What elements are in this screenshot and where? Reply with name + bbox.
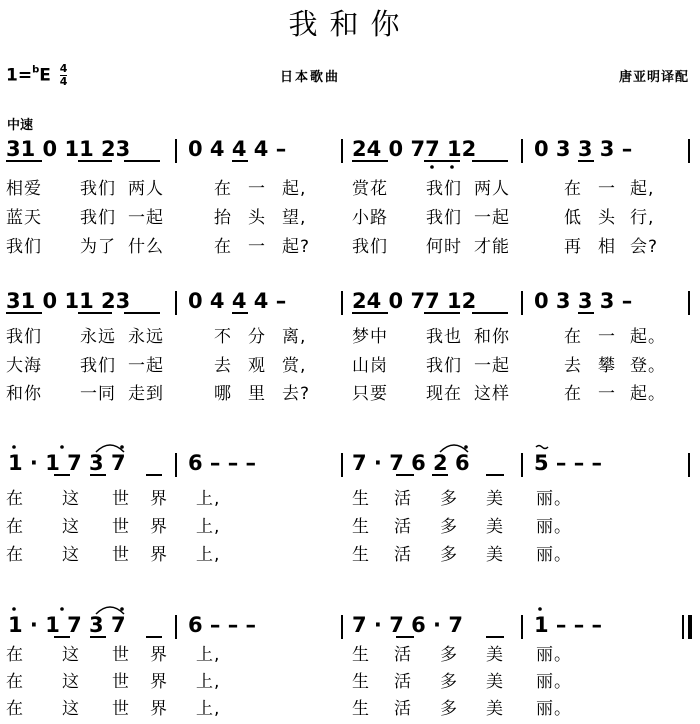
lyric-word: 丽。 — [536, 517, 572, 537]
lyric-word: 美 — [486, 699, 504, 719]
lyric-line-4-1 — [0, 640, 700, 666]
lyric-word: 在 — [214, 237, 232, 257]
barline — [521, 291, 523, 315]
lyric-word: 活 — [394, 645, 412, 665]
measure: 1 · 1 7 3 7 — [8, 613, 126, 637]
final-barline-thin — [682, 615, 684, 639]
lyric-word: 丽。 — [536, 672, 572, 692]
measure: 6 – – – — [188, 451, 257, 475]
lyric-word: 一同 — [80, 384, 116, 404]
lyric-word: 起。 — [630, 384, 666, 404]
lyric-word: 一起 — [128, 208, 164, 228]
lyric-word: 界 — [150, 489, 168, 509]
lyric-word: 现在 — [426, 384, 462, 404]
lyric-word: 一起 — [474, 208, 510, 228]
lyric-word: 两人 — [128, 179, 164, 199]
lyric-word: 世 — [112, 699, 130, 719]
lyric-word: 生 — [352, 699, 370, 719]
lyric-line-1-2 — [0, 203, 700, 229]
measure: 0 3 3 3 – — [534, 137, 633, 161]
lyric-word: 赏, — [282, 356, 307, 376]
lyric-word: 这 — [62, 699, 80, 719]
lyric-word: 美 — [486, 645, 504, 665]
lyric-line-2-2 — [0, 351, 700, 377]
measure: 31 0 11 23 — [6, 289, 131, 313]
lyric-word: 丽。 — [536, 645, 572, 665]
lyric-line-2-1 — [0, 322, 700, 348]
lyric-word: 离, — [282, 327, 307, 347]
lyric-word: 永远 — [80, 327, 116, 347]
lyric-word: 生 — [352, 545, 370, 565]
measure: 1 · 1 7 3 7 — [8, 451, 126, 475]
lyric-word: 低 — [564, 208, 582, 228]
lyric-word: 起, — [282, 179, 307, 199]
lyric-word: 我们 — [6, 237, 42, 257]
tempo-marking: 中速 — [7, 118, 34, 133]
barline — [688, 291, 690, 315]
lyric-word: 行, — [630, 208, 655, 228]
lyric-word: 小路 — [352, 208, 388, 228]
key-signature — [6, 64, 67, 87]
measure: 6 – – – — [188, 613, 257, 637]
measure: 7 · 7 6 2 6 — [352, 451, 470, 475]
lyric-word: 丽。 — [536, 699, 572, 719]
lyric-word: 界 — [150, 645, 168, 665]
lyric-word: 活 — [394, 489, 412, 509]
lyric-word: 我们 — [80, 179, 116, 199]
lyric-word: 何时 — [426, 237, 462, 257]
lyric-word: 这 — [62, 645, 80, 665]
lyric-word: 美 — [486, 672, 504, 692]
measure: 0 4 4 4 – — [188, 289, 287, 313]
lyric-word: 生 — [352, 489, 370, 509]
lyric-word: 丽。 — [536, 489, 572, 509]
lyric-word: 去? — [282, 384, 311, 404]
measure: 7 · 7 6 · 7 — [352, 613, 463, 637]
lyric-word: 起, — [630, 179, 655, 199]
lyric-word: 哪 — [214, 384, 232, 404]
barline — [341, 291, 343, 315]
measure: 31 0 11 23 — [6, 137, 131, 161]
measure: 24 0 77 12 — [352, 137, 477, 161]
lyric-word: 登。 — [630, 356, 666, 376]
lyric-word: 多 — [440, 545, 458, 565]
lyric-word: 攀 — [598, 356, 616, 376]
lyric-word: 上, — [196, 645, 221, 665]
time-signature-top: 4 — [59, 62, 68, 75]
measure: 0 4 4 4 – — [188, 137, 287, 161]
lyric-word: 梦中 — [352, 327, 388, 347]
measure: 0 3 3 3 – — [534, 289, 633, 313]
lyric-word: 这 — [62, 672, 80, 692]
lyric-word: 我们 — [426, 356, 462, 376]
time-signature — [60, 64, 68, 87]
lyric-word: 在 — [6, 699, 24, 719]
lyric-word: 美 — [486, 517, 504, 537]
lyric-word: 去 — [564, 356, 582, 376]
lyric-word: 在 — [214, 179, 232, 199]
lyric-word: 两人 — [474, 179, 510, 199]
lyric-word: 我也 — [426, 327, 462, 347]
lyric-word: 走到 — [128, 384, 164, 404]
lyric-word: 多 — [440, 517, 458, 537]
lyric-word: 在 — [564, 384, 582, 404]
barline — [341, 453, 343, 477]
notation-row-2 — [0, 286, 700, 326]
lyric-word: 这 — [62, 489, 80, 509]
lyric-word: 会? — [630, 237, 659, 257]
lyric-word: 我们 — [80, 356, 116, 376]
lyric-line-1-3 — [0, 232, 700, 258]
lyric-word: 在 — [6, 517, 24, 537]
lyric-word: 界 — [150, 517, 168, 537]
measure: 5 – – – — [534, 451, 603, 475]
lyric-word: 永远 — [128, 327, 164, 347]
lyric-word: 赏花 — [352, 179, 388, 199]
lyric-word: 起。 — [630, 327, 666, 347]
lyric-word: 这 — [62, 517, 80, 537]
lyric-word: 多 — [440, 489, 458, 509]
lyric-word: 丽。 — [536, 545, 572, 565]
lyric-word: 一 — [248, 237, 266, 257]
lyric-word: 一 — [598, 179, 616, 199]
barline — [341, 615, 343, 639]
lyric-word: 只要 — [352, 384, 388, 404]
lyric-word: 在 — [6, 645, 24, 665]
lyric-word: 在 — [6, 489, 24, 509]
lyric-word: 相 — [598, 237, 616, 257]
lyric-word: 我们 — [6, 327, 42, 347]
lyric-word: 在 — [6, 545, 24, 565]
arranger-credit: 唐亚明译配 — [618, 70, 689, 85]
key-prefix: 1= — [6, 65, 33, 86]
lyric-word: 世 — [112, 645, 130, 665]
measure: 1 – – – — [534, 613, 603, 637]
barline — [175, 291, 177, 315]
lyric-word: 观 — [248, 356, 266, 376]
lyric-word: 山岗 — [352, 356, 388, 376]
lyric-word: 去 — [214, 356, 232, 376]
lyric-word: 才能 — [474, 237, 510, 257]
lyric-word: 多 — [440, 672, 458, 692]
lyric-line-3-2 — [0, 512, 700, 538]
lyric-word: 世 — [112, 489, 130, 509]
time-signature-bottom: 4 — [59, 75, 68, 88]
lyric-word: 起? — [282, 237, 311, 257]
lyric-word: 和你 — [6, 384, 42, 404]
lyric-word: 蓝天 — [6, 208, 42, 228]
song-origin: 日本歌曲 — [280, 70, 341, 85]
lyric-word: 界 — [150, 672, 168, 692]
lyric-word: 我们 — [426, 179, 462, 199]
lyric-line-4-2 — [0, 667, 700, 693]
measure: 24 0 77 12 — [352, 289, 477, 313]
lyric-word: 上, — [196, 699, 221, 719]
lyric-word: 我们 — [352, 237, 388, 257]
lyric-word: 上, — [196, 489, 221, 509]
lyric-word: 不 — [214, 327, 232, 347]
lyric-word: 在 — [564, 179, 582, 199]
flat-sign: b — [32, 64, 40, 76]
barline — [521, 139, 523, 163]
lyric-word: 头 — [248, 208, 266, 228]
lyric-word: 我们 — [80, 208, 116, 228]
lyric-word: 和你 — [474, 327, 510, 347]
lyric-word: 相爱 — [6, 179, 42, 199]
barline — [175, 139, 177, 163]
barline — [521, 615, 523, 639]
barline — [521, 453, 523, 477]
final-barline-thick — [688, 615, 692, 639]
lyric-word: 生 — [352, 645, 370, 665]
lyric-word: 上, — [196, 545, 221, 565]
lyric-word: 界 — [150, 699, 168, 719]
song-title: 我和你 — [288, 7, 412, 41]
lyric-word: 一起 — [128, 356, 164, 376]
lyric-word: 一 — [248, 179, 266, 199]
lyric-line-4-3 — [0, 694, 700, 720]
lyric-word: 这 — [62, 545, 80, 565]
lyric-word: 生 — [352, 517, 370, 537]
lyric-word: 头 — [598, 208, 616, 228]
lyric-word: 活 — [394, 699, 412, 719]
lyric-line-3-3 — [0, 540, 700, 566]
lyric-word: 我们 — [426, 208, 462, 228]
barline — [688, 453, 690, 477]
lyric-word: 为了 — [80, 237, 116, 257]
lyric-word: 活 — [394, 545, 412, 565]
lyric-word: 一 — [598, 327, 616, 347]
lyric-word: 活 — [394, 517, 412, 537]
lyric-line-2-3 — [0, 379, 700, 405]
lyric-word: 多 — [440, 645, 458, 665]
lyric-word: 多 — [440, 699, 458, 719]
lyric-word: 望, — [282, 208, 307, 228]
lyric-line-1-1 — [0, 174, 700, 200]
lyric-word: 美 — [486, 545, 504, 565]
barline — [175, 615, 177, 639]
key-note: E — [39, 65, 51, 86]
lyric-word: 上, — [196, 517, 221, 537]
lyric-word: 世 — [112, 545, 130, 565]
notation-row-3 — [0, 448, 700, 488]
lyric-line-3-1 — [0, 484, 700, 510]
lyric-word: 一起 — [474, 356, 510, 376]
lyric-word: 这样 — [474, 384, 510, 404]
lyric-word: 生 — [352, 672, 370, 692]
lyric-word: 抬 — [214, 208, 232, 228]
barline — [688, 139, 690, 163]
lyric-word: 在 — [6, 672, 24, 692]
notation-row-1 — [0, 134, 700, 174]
lyric-word: 世 — [112, 672, 130, 692]
lyric-word: 里 — [248, 384, 266, 404]
lyric-word: 分 — [248, 327, 266, 347]
lyric-word: 大海 — [6, 356, 42, 376]
lyric-word: 世 — [112, 517, 130, 537]
lyric-word: 活 — [394, 672, 412, 692]
barline — [175, 453, 177, 477]
lyric-word: 在 — [564, 327, 582, 347]
lyric-word: 美 — [486, 489, 504, 509]
barline — [341, 139, 343, 163]
lyric-word: 什么 — [128, 237, 164, 257]
lyric-word: 上, — [196, 672, 221, 692]
lyric-word: 界 — [150, 545, 168, 565]
lyric-word: 再 — [564, 237, 582, 257]
lyric-word: 一 — [598, 384, 616, 404]
